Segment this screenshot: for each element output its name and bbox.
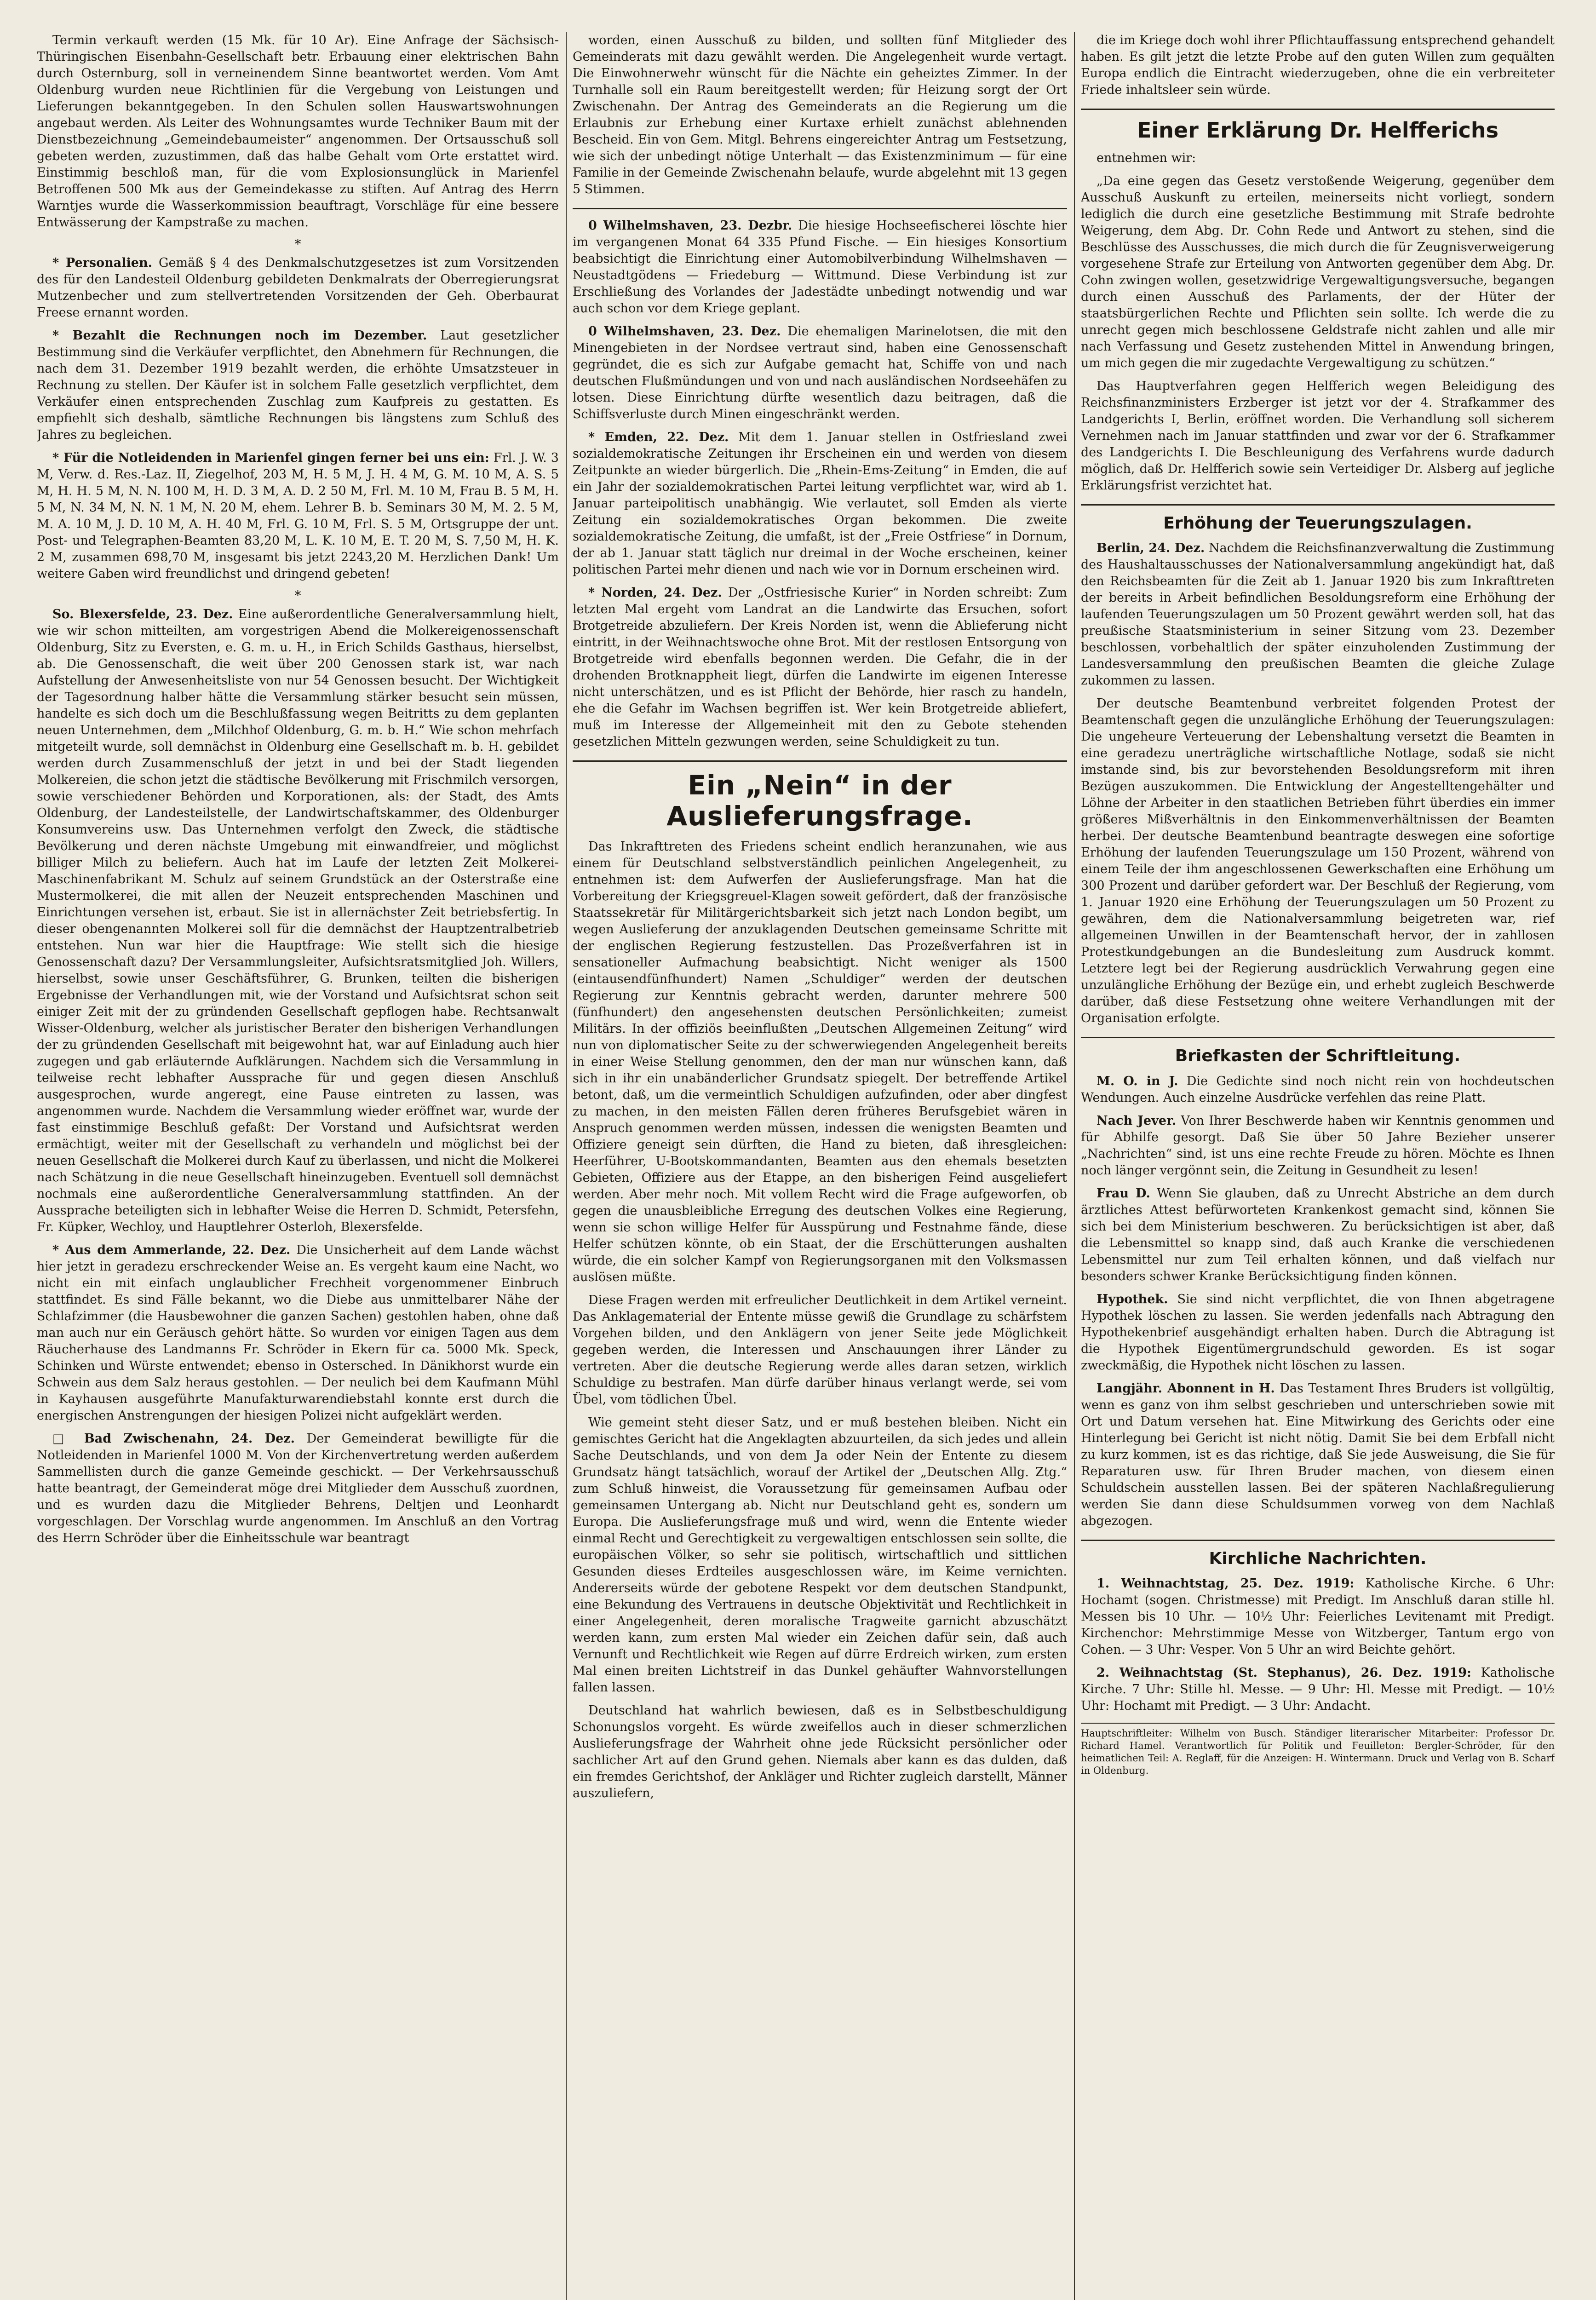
article-briefkasten [1081,1073,1555,1530]
section-divider [1081,504,1555,506]
paragraph-lead: * Emden, 22. Dez. [588,430,729,444]
headline-auslieferungsfrage: Ein „Nein“ in der Auslieferungsfrage. [666,770,973,832]
column-3-top [1081,32,1555,98]
news-paragraph [1081,1073,1555,1106]
section-divider [1081,1540,1555,1541]
news-paragraph [37,606,559,1236]
news-paragraph [573,1702,1067,1802]
column-1 [37,32,559,2300]
paragraph-text: Laut gesetzlicher Bestimmung sind die Verkäufer verpflichtet, den Abnehmern für Rechnungen, die nach dem 31. Dezember 1919 bezahlt werden, die erhöhte Umsatzsteuer in Rechnung zu stellen. Der Käufer ist in solchem Falle gesetzlich verpflichtet, dem Verkäufer einen entsprechenden Zuschlag zum Kaufpreis zu gestatten. Es empfiehlt sich deshalb, sämtliche Rechnungen bis längstens zum Schluß des Jahres zu begleichen. [37,328,559,442]
paragraph-lead: Berlin, 24. Dez. [1097,541,1205,556]
paragraph-text: Wie gemeint steht dieser Satz, und er muß bestehen bleiben. Nicht ein gemischtes Gericht hat die Angeklagten abzuurteilen, da sich jedes und allein Sache Deutschlands, und von dem Ja oder Nein der Entente zu diesem Grundsatz hängt tatsächlich, worauf der Artikel der „Deutschen Allg. Ztg.“ zum Schluß hinweist, die Voraussetzung für gemeinsamen Aufbau oder gemeinsamen Untergang ab. Nicht nur Deutschland geht es, sondern um Europa. Die Auslieferungsfrage muß und wird, wenn die Entente wieder einmal Recht und Gerechtigkeit zu vergewaltigen entschlossen sein sollte, die europäischen Völker, so sehr sie politisch, wirtschaftlich und sittlichen Gesunden dieses Erdteiles ausgeschlossen wäre, im Keime vernichten. Andererseits würde der gebotene Respekt vor dem deutschen Standpunkt, eine Bekundung des Vertrauens in deutsche Objektivität und Rechtlichkeit in einer Angelegenheit, deren moralische Tragweite garnicht abzuschätzt werden kann, zum ersten Mal wieder ein Zeichen dafür sein, daß auch Vernunft und Rechtlichkeit wie Regen auf dürre Erdreich wirken, zum ersten Mal einen breiten Lichtstreif in das Dunkel gehäufter Wahnvorstellungen fallen lassen. [573,1415,1067,1695]
paragraph-text: Sie sind nicht verpflichtet, die von Ihnen abgetragene Hypothek löschen zu lassen. Sie werden jedenfalls nach Abtragung den Hypothekenbrief ausgehändigt erhalten haben. Durch die Abtragung ist die Hypothek Eigentümergrundschuld geworden. Es ist sogar zweckmäßig, die Hypothek nicht löschen zu lassen. [1081,1292,1555,1373]
news-paragraph [573,429,1067,578]
article-teuerungszulagen [1081,540,1555,1027]
news-paragraph [573,218,1067,317]
paragraph-lead: Frau D. [1097,1186,1150,1201]
paragraph-text: Mit dem 1. Januar stellen in Ostfriesland zwei sozialdemokratische Zeitungen ihr Erscheinen ein und werden von diesem Zeitpunkte an wieder bürgerlich. Die „Rhein-Ems-Zeitung“ in Emden, die auf ein Jahr der sozialdemokratischen Partei leitung verpflichtet war, wird ab 1. Januar parteipolitisch unabhängig. Wie verlautet, soll Emden als vierte Zeitung ein sozialdemokratisches Organ bekommen. Die zweite sozialdemokratische Zeitung, die umfaßt, ist der „Freie Ostfriese“ in Dornum, der ab 1. Januar statt täglich nur dreimal in der Woche erscheinen, keiner politischen Partei mehr dienen und nach wie vor in Dornum erscheinen wird. [573,430,1067,577]
headline-teuerungszulagen: Erhöhung der Teuerungszulagen. [1163,513,1472,533]
article-helfferich [1081,150,1555,494]
headline-helfferich: Einer Erklärung Dr. Helfferichs [1137,118,1499,143]
news-paragraph [1081,540,1555,689]
paragraph-text: Gemäß § 4 des Denkmalschutzgesetzes ist zum Vorsitzenden des für den Landesteil Oldenburg gebildeten Denkmalrats der Oberregierungsrat Mutzenbecher und zum stellvertretenden Vorsitzenden der Geh. Oberbaurat Freese ernannt worden. [37,256,559,320]
news-paragraph [573,1414,1067,1696]
paragraph-lead: Hypothek. [1097,1292,1168,1306]
news-paragraph [573,323,1067,423]
paragraph-lead: Langjähr. Abonnent in H. [1097,1381,1275,1396]
news-paragraph [573,585,1067,750]
paragraph-text: Diese Fragen werden mit erfreulicher Deutlichkeit in dem Artikel verneint. Das Anklagematerial der Entente müsse gewiß die Grundlage zu schärfstem Vorgehen bilden, und den Anklägern von jener Seite jede Möglichkeit gegeben werden, die Interessen und Anschauungen ihrer Länder zu vertreten. Aber die deutsche Regierung werde alles daran setzen, wirklich Schuldige zu bestrafen. Man dürfe darüber hinaus verlangt werde, sei vom Übel, vom tödlichen Übel. [573,1293,1067,1407]
imprint [1081,1723,1555,1777]
news-paragraph [1081,1576,1555,1658]
paragraph-text: entnehmen wir: [1097,150,1196,165]
imprint-text: Hauptschriftleiter: Wilhelm von Busch. Ständiger literarischer Mitarbeiter: Professor Dr. Richard Hamel. Verantwortlich für Politik und Feuilleton: Bergler-Schröder, für den heimatlichen Teil: A. Reglaff, für die Anzeigen: H. Wintermann. Druck und Verlag von B. Scharf in Oldenburg. [1081,1728,1555,1777]
column-rule-1 [566,32,567,2300]
paragraph-text: „Da eine gegen das Gesetz verstoßende Weigerung, gegenüber dem Ausschuß Auskunft zu erteilen, meinerseits nicht vorliegt, sondern lediglich die durch eine gesetzliche Bestimmung mit Strafe bedrohte Weigerung, dem Abg. Dr. Cohn Rede und Antwort zu stehen, sind die Beschlüsse des Ausschusses, die mich durch die für Zeugnisverweigerung vorgesehene Strafe zur Erteilung von Antworten gegenüber dem Abg. Dr. Cohn zwingen wollen, gesetzwidrige Vergewaltigungsversuche, begangen durch einen Ausschuß des Parlaments, der der Hüter der staatsbürgerlichen Rechte und Pflichten sein sollte. Ich werde die zu unrecht gegen mich beschlossene Geldstrafe nicht zahlen und alle mir nach Verfassung und Gesetz zustehenden Mittel in Anwendung bringen, um mich gegen die mir zugedachte Vergewaltigung zu schützen.“ [1081,173,1555,370]
news-paragraph [1081,32,1555,98]
news-paragraph [37,1431,559,1547]
paragraph-lead: 0 Wilhelmshaven, 23. Dezbr. [588,218,792,233]
news-paragraph [1081,696,1555,1027]
news-paragraph [1081,1291,1555,1374]
paragraph-text: Nachdem die Reichsfinanzverwaltung die Zustimmung des Haushaltausschusses der Nationalversammlung angekündigt hat, daß den Reichsbeamten für die Zeit ab 1. Januar 1920 bis zum Inkrafttreten der bereits in Arbeit befindlichen Besoldungsreform eine Erhöhung der laufenden Teuerungszulagen um 50 Prozent gewährt werden soll, hat das preußische Staatsministerium in seiner Sitzung vom 23. Dezember beschlossen, vorbehaltlich der später einzuholenden Zustimmung der Landesversammlung den preußischen Beamten die gleiche Zulage zukommen zu lassen. [1081,541,1555,688]
paragraph-lead: * Bezahlt die Rechnungen noch im Dezember. [52,328,427,343]
paragraph-text: Das Inkrafttreten des Friedens scheint endlich heranzunahen, wie aus einem für Deutschland selbstverständlich peinlichen Angelegenheit, zu entnehmen ist: dem Aufwerfen der Auslieferungsfrage. Man hat die Vorbereitung der Kriegsgreuel-Klagen soweit gefördert, daß der französische Staatssekretär für Militärgerichtsbarkeit sich jetzt nach London begibt, um wegen Auslieferung der anzuklagenden Deutschen gemeinsame Schritte mit der englischen Regierung festzustellen. Das Prozeßverfahren ist in sensationeller Aufmachung beabsichtigt. Nicht weniger als 1500 (eintausendfünfhundert) Namen „Schuldiger“ werden der deutschen Regierung zur Kenntnis gebracht werden, darunter mehrere 500 (fünfhundert) den angesehensten deutschen Persönlichkeiten; zumeist Militärs. In der offiziös beeinflußten „Deutschen Allgemeinen Zeitung“ wird nun von diplomatischer Seite zu der schwerwiegenden Angelegenheit bereits in einer Weise Stellung genommen, den der man nur wünschen kann, daß sich in ihr ein unabänderlicher Grundsatz spiegelt. Der betreffende Artikel betont, daß, um die vermeintlich Schuldigen aufzufinden, oder aber dingfest zu machen, in den meisten Fällen deren früheres Berufsgebiet wären in Anspruch genommen werden müssen, indessen die wenigsten Beamten und Offiziere geneigt sein dürften, die Hand zu bieten, daß ihresgleichen: Heerführer, U-Bootskommandanten, Beamten aus den ehemals besetzten Gebieten, Offiziere aus der Etappe, an den bisherigen Feind ausgeliefert werden. Aber mehr noch. Mit vollem Recht wird die Frage aufgeworfen, ob gegen die unausbleibliche Erregung des deutschen Volkes eine Regierung, wenn sie schon willige Helfer für Ausspürung und Festnahme fände, diese Helfer schützen könnte, ob ein Staat, der die Erschütterungen aushalten würde, die ein solcher Kampf von Regierungsorganen mit den Volksmassen auslösen müßte. [573,840,1067,1285]
asterism-separator: * [294,588,301,603]
column-3 [1081,32,1555,2300]
paragraph-lead: * Personalien. [52,256,152,270]
paragraph-text: Die Unsicherheit auf dem Lande wächst hier jetzt in geradezu erschreckender Weise an. Es vergeht kaum eine Nacht, wo nicht ein mit einfach unglaublicher Frechheit vorgenommener Einbruch stattfindet. Es sind Fälle bekannt, wo die Diebe aus unmittelbarer Nähe der Schlafzimmer (die Hausbewohner die ganzen Sachen) gestohlen haben, ohne daß man auch nur ein Geräusch gehört hätte. So wurden vor einigen Tagen aus dem Räucherhause des Landmanns Fr. Schröder in Ekern für ca. 5000 Mk. Speck, Schinken und Würste entwendet; ebenso in Ostersched. In Dänikhorst wurde ein Schwein aus dem Salz heraus gestohlen. — Der neulich bei dem Kaufmann Mühl in Kayhausen ausgeführte Manufakturwarendiebstahl konnte erst durch die energischen Anstrengungen der hiesigen Polizei nicht aufgeklärt werden. [37,1243,559,1423]
paragraph-lead: 0 Wilhelmshaven, 23. Dez. [588,324,781,339]
paragraph-text: worden, einen Ausschuß zu bilden, und sollten fünf Mitglieder des Gemeinderats mit dazu gewählt werden. Die Angelegenheit wurde vertagt. Die Einwohnerwehr wünscht für die Nächte ein geheiztes Zimmer. In der Turnhalle soll ein Raum bereitgestellt werden; für Heizung sorgt der Ort Zwischenahn. Der Antrag des Gemeinderats an die Regierung um die Erlaubnis zur Erhebung einer Kurtaxe erhielt zunächst ablehnenden Bescheid. Ein von Gem. Mitgl. Behrens eingereichter Antrag um Festsetzung, wie sich der unbedingt nötige Unterhalt — das Existenzminimum — für eine Familie in der Gemeinde Zwischenahn belaufe, wurde abgelehnt mit 13 gegen 5 Stimmen. [573,33,1067,196]
paragraph-lead: □ Bad Zwischenahn, 24. Dez. [52,1432,295,1446]
news-paragraph [1081,1665,1555,1714]
section-divider [573,760,1067,762]
columns [37,32,1559,2300]
paragraph-text: Die Gedichte sind noch nicht rein von hochdeutschen Wendungen. Auch einzelne Ausdrücke verfehlen das reine Platt. [1081,1074,1555,1105]
paragraph-lead: So. Blexersfelde, 23. Dez. [52,607,233,621]
paragraph-text: Der Gemeinderat bewilligte für die Notleidenden in Marienfel 1000 M. Von der Kirchenvertretung werden außerdem Sammellisten durch die ganze Gemeinde geschickt. — Der Verkehrsausschuß hatte beantragt, der Gemeinderat möge drei Mitglieder dem Ausschuß zuordnen, und es wurden dazu die Mitglieder Behrens, Deltjen und Leonhardt vorgeschlagen. Der Vorschlag wurde angenommen. Im Anschluß an den Vortrag des Herrn Schröder über die Einheitsschule war beantragt [37,1432,559,1545]
news-paragraph [573,32,1067,198]
paragraph-text: die im Kriege doch wohl ihrer Pflichtauffassung entsprechend gehandelt haben. Es gilt jetzt die letzte Probe auf den guten Willen zum gequälten Europa endlich die Eintracht wiederzugeben, ohne die ein verbreiteter Friede inhaltsleer sein würde. [1081,33,1555,97]
asterism-separator: * [294,236,301,252]
headline-kirchliche-nachrichten: Kirchliche Nachrichten. [1209,1549,1427,1568]
paragraph-text: Von Ihrer Beschwerde haben wir Kenntnis genommen und für Abhilfe gesorgt. Daß Sie über 50 Jahre Bezieher unserer „Nachrichten“ sind, ist uns eine rechte Freude zu hören. Möchte es Ihnen noch länger vergönnt sein, die Zeitung in Gesundheit zu lesen! [1081,1113,1555,1178]
article-kirchliche-nachrichten [1081,1576,1555,1714]
news-paragraph [37,255,559,321]
paragraph-text: Frl. J. W. 3 M, Verw. d. Res.-Laz. II, Ziegelhof, 203 M, H. 5 M, J. H. 4 M, G. M. 10 M, A. S. 5 M, H. H. 5 M, N. N. 100 M, H. D. 3 M, A. D. 2 50 M, Frl. M. 10 M, Frau B. 5 M, H. 5 M, N. 34 M, N. N. 1 M, N. 20 M, ehem. Lehrer B. b. Seminars 30 M, M. 2. 5 M, M. A. 10 M, J. D. 10 M, A. H. 40 M, Frl. G. 10 M, Frl. S. 5 M, Ortsgruppe der unt. Post- und Telegraphen-Beamten 83,20 M, L. K. 10 M, E. T. 20 M, S. 7,50 M, H. K. 2 M, zusammen 698,70 M, insgesamt bis jetzt 2243,20 M. Herzlichen Dank! Um weitere Gaben wird freundlichst und dringend gebeten! [37,451,559,581]
paragraph-text: Deutschland hat wahrlich bewiesen, daß es in Selbstbeschuldigung Schonungslos vorgeht. Es würde zweifellos auch in dieser schmerzlichen Auslieferungsfrage der Wahrheit ohne jede Rücksicht persönlicher oder sachlicher Art auf den Grund gehen. Niemals aber kann es das dulden, daß ein fremdes Gerichtshof, der Ankläger und Richter zugleich darstellt, Männer auszuliefern, [573,1703,1067,1801]
news-paragraph [573,1292,1067,1408]
paragraph-text: Eine außerordentliche Generalversammlung hielt, wie wir schon mitteilten, am vorgestrigen Abend die Molkereigenossenschaft Oldenburg, Sitz zu Eversten, e. G. m. u. H., in Erich Schilds Gasthaus, hierselbst, ab. Die Genossenschaft, die weit über 200 Genossen stark ist, war nach Aufstellung der Anwesenheitsliste von nur 54 Genossen besucht. Der Wichtigkeit der Tagesordnung halber hätte die Versammlung stärker besucht sein müssen, handelte es sich doch um die Beschlußfassung wegen Beitritts zu dem geplanten neuen Unternehmen, dem „Milchhof Oldenburg, G. m. b. H.“ Wie schon mehrfach mitgeteilt wurde, soll demnächst in Oldenburg eine Gesellschaft m. b. H. gebildet werden durch Zusammenschluß der jetzt in und bei der Stadt liegenden Molkereien, die schon jetzt die städtische Bevölkerung mit Frischmilch versorgen, sowie verschiedener Behörden und Korporationen, als: der Stadt, des Amts Oldenburg, der Landesteilstelle, der Landwirtschaftskammer, des Oldenburger Konsumvereins usw. Das Unternehmen verfolgt den Zweck, die städtische Bevölkerung und deren nächste Umgebung mit einwandfreier, und möglichst billiger Milch zu beliefern. Auch hat im Laufe der letzten Zeit Molkerei-Maschinenfabrikant M. Schulz auf seinem Grundstück an der Osterstraße eine Mustermolkerei, die mit allen der Neuzeit entsprechenden Maschinen und Einrichtungen versehen ist, erbaut. Sie ist in allernächster Zeit betriebsfertig. In dieser obengenannten Molkerei soll für die demnächst der Hauptzentralbetrieb entstehen. Nun war hier die Hauptfrage: Wie stellt sich die hiesige Genossenschaft dazu? Der Versammlungsleiter, Aufsichtsratsmitglied Joh. Willers, hierselbst, sowie unser Geschäftsführer, G. Brunken, teilten die bisherigen Ergebnisse der Verhandlungen mit, wie der Vorstand und Aufsichtsrat schon seit einiger Zeit mit der zu gründenden Gesellschaft gepflogen habe. Rechtsanwalt Wisser-Oldenburg, welcher als juristischer Berater den bisherigen Verhandlungen der zu gründenden Gesellschaft mit beigewohnt hat, war auf Einladung auch hier zugegen und gab erläuternde Aufklärungen. Nachdem sich die Versammlung in teilweise recht lebhafter Aussprache für und gegen diesen Anschluß ausgesprochen, wurde angeregt, eine Pause eintreten zu lassen, was angenommen wurde. Nachdem die Versammlung wieder eröffnet war, wurde der fast einstimmige Beschluß gefaßt: Der Vorstand und Aufsichtsrat werden ermächtigt, weiter mit der Gesellschaft zu verhandeln und möglichst bei der neuen Gesellschaft die Molkerei durch Kauf zu überlassen, und nicht die Molkerei nach Schätzung in die neue Gesellschaft hineinzugeben. Eventuell soll demnächst nochmals eine außerordentliche Generalversammlung stattfinden. An der Aussprache beteiligten sich in lebhafter Weise die Herren D. Schmidt, Petersfehn, Fr. Küpker, Wechloy, und Hauptlehrer Osterloh, Blexersfelde. [37,607,559,1234]
paragraph-lead: 1. Weihnachtstag, 25. Dez. 1919: [1097,1576,1355,1591]
news-paragraph [1081,1185,1555,1285]
paragraph-lead: 2. Weihnachtstag (St. Stephanus), 26. Dez. 1919: [1097,1666,1471,1680]
column-2 [573,32,1067,2300]
section-divider [1081,109,1555,110]
paragraph-text: Das Testament Ihres Bruders ist vollgültig, wenn es ganz von ihm selbst geschrieben und unterschrieben sowie mit Ort und Datum versehen hat. Eine Mitwirkung des Gerichts oder eine Hinterlegung bei Gericht ist nicht nötig. Damit Sie bei dem Erbfall nicht zu kurz kommen, ist es das richtige, daß Sie jede Ausweisung, die Sie für Reparaturen usw. für Ihren Bruder machen, von diesem einen Schuldschein ausstellen lassen. Bei der späteren Nachlaßregulierung werden Sie dann diese Schuldsummen vorweg von dem Nachlaß abgezogen. [1081,1381,1555,1528]
paragraph-text: Der „Ostfriesische Kurier“ in Norden schreibt: Zum letzten Mal ergeht vom Landrat an die Landwirte das Ersuchen, sofort Brotgetreide abzuliefern. Der Kreis Norden ist, wenn die Ablieferung nicht eintritt, in der Weihnachtswoche ohne Brot. Mit der restlosen Entsorgung von Brotgetreide wird ebenfalls begonnen werden. Die Gefahr, die in der drohenden Brotknappheit liegt, dürfen die Landwirte im eigenen Interesse nicht unterschätzen, und es ist Pflicht der Behörde, hier rasch zu handeln, ehe die Gefahr im Wachsen begriffen ist. Wer kein Brotgetreide abliefert, muß im Interesse der Allgemeinheit mit den zu Gebote stehenden gesetzlichen Mitteln gezwungen werden, seine Schuldigkeit zu tun. [573,586,1067,749]
news-paragraph [37,450,559,582]
paragraph-text: Katholische Kirche. 7 Uhr: Stille hl. Messe. — 9 Uhr: Hl. Messe mit Predigt. — 10½ Uhr: Hochamt mit Predigt. — 3 Uhr: Andacht. [1081,1666,1555,1714]
news-paragraph [1081,378,1555,494]
paragraph-lead: Nach Jever. [1097,1113,1177,1128]
news-paragraph [1081,173,1555,372]
article-auslieferungsfrage [573,839,1067,1802]
paragraph-text: Wenn Sie glauben, daß zu Unrecht Abstriche an dem durch ärztliches Attest befürworteten Krankenkost gemacht sind, können Sie sich bei dem Ministerium beschweren. Zu berücksichtigen ist aber, daß die Lebensmittel so knapp sind, daß auch Kranke die verschiedenen Lebensmittel nur zum Teil erhalten können, und daß vielfach nur besonders schwer Kranke Berücksichtigung finden können. [1081,1186,1555,1283]
news-paragraph [573,839,1067,1286]
paragraph-text: Die hiesige Hochseefischerei löschte hier im vergangenen Monat 64 335 Pfund Fische. — Ein hiesiges Konsortium beabsichtigt die Einrichtung einer Automobilverbindung Wilhelmshaven — Neustadtgödens — Friedeburg — Wittmund. Diese Verbindung ist zur Erschließung des Vorlandes der Jadestädte unbedingt notwendig und war auch schon vor dem Kriege geplant. [573,218,1067,316]
paragraph-text: Katholische Kirche. 6 Uhr: Hochamt (sogen. Christmesse) mit Predigt. Im Anschluß daran stille hl. Messen bis 10 Uhr. — 10½ Uhr: Feierliches Levitenamt mit Predigt. Kirchenchor: Mehrstimmige Messe von Witzberger, Tantum ergo von Cohen. — 3 Uhr: Vesper. Von 5 Uhr an wird Beichte gehört. [1081,1576,1555,1657]
paragraph-text: Die ehemaligen Marinelotsen, die mit den Minengebieten in der Nordsee vertraut sind, haben eine Genossenschaft gegründet, die es sich zur Aufgabe gemacht hat, Schiffe von und nach deutschen Flußmündungen und von und nach ausländischen Nordseehäfen zu lotsen. Diese Einrichtung dürfte wesentlich dazu beitragen, daß die Schiffsverluste durch Minen eingeschränkt werden. [573,324,1067,421]
paragraph-lead: M. O. in J. [1097,1074,1178,1088]
news-paragraph [37,1242,559,1424]
paragraph-lead: * Norden, 24. Dez. [588,586,722,600]
section-divider [1081,1037,1555,1038]
news-paragraph [1081,1113,1555,1179]
section-divider [573,208,1067,209]
column-rule-2 [1074,32,1075,2300]
headline-briefkasten: Briefkasten der Schriftleitung. [1175,1046,1461,1066]
news-paragraph [37,328,559,443]
paragraph-text: Das Hauptverfahren gegen Helfferich wegen Beleidigung des Reichsfinanzministers Erzberger ist jetzt vor der 4. Strafkammer des Landgerichts I, Berlin, eröffnet worden. Die Verhandlung soll sicherem Vernehmen nach im Januar stattfinden und zwar vor der 6. Strafkammer des Landgerichts I. Die Beschleunigung des Verfahrens wurde dadurch möglich, daß Dr. Helfferich sowie sein Verteidiger Dr. Alsberg auf jegliche Erklärungsfrist verzichtet hat. [1081,379,1555,493]
news-paragraph [1081,1380,1555,1530]
paragraph-text: Termin verkauft werden (15 Mk. für 10 Ar). Eine Anfrage der Sächsisch-Thüringischen Eisenbahn-Gesellschaft betr. Erbauung einer elektrischen Bahn durch Osternburg, soll in verneinendem Sinne beantwortet werden. Vom Amt Oldenburg wurden neue Richtlinien für die Vergebung von Leistungen und Lieferungen bekanntgegeben. In den Schulen sollen Hauswartswohnungen angebaut werden. Als Leiter des Wohnungsamtes wurde Techniker Baum mit der Dienstbezeichnung „Gemeindebaumeister“ angenommen. Der Ortsausschuß soll gebeten werden, zuzustimmen, daß das halbe Gehalt vom Orte erstattet wird. Einstimmig beschloß man, für die vom Explosionsunglück in Marienfel Betroffenen 500 Mk aus der Gemeindekasse zu stiften. Auf Antrag des Herrn Warntjes wurde die Wasserkommission beauftragt, Vorschläge für eine bessere Entwässerung der Kampstraße zu machen. [37,33,559,230]
column-2-top [573,32,1067,750]
paragraph-lead: * Für die Notleidenden in Marienfel gingen ferner bei uns ein: [52,451,489,465]
paragraph-text: Der deutsche Beamtenbund verbreitet folgenden Protest der Beamtenschaft gegen die unzulängliche Erhöhung der Teuerungszulagen: Die ungeheure Verteuerung der Lebenshaltung versetzt die Beamten in eine geradezu unerträgliche wirtschaftliche Notlage, sodaß sie nicht imstande sind, bis zur bevorstehenden Besoldungsreform mit ihren Bezügen auszukommen. Die Entwicklung der Angestelltengehälter und Löhne der Arbeiter in den staatlichen Betrieben führt überdies ein immer größeres Mißverhältnis in den Einkommenverhältnissen der Beamten herbei. Der deutsche Beamtenbund beantragte deswegen eine sofortige Erhöhung der laufenden Teuerungszulage um 150 Prozent, während von einem Teile der ihm angeschlossenen Gewerkschaften eine Erhöhung um 300 Prozent und darüber gefordert war. Der Beschluß der Regierung, vom 1. Januar 1920 eine Erhöhung der Teuerungszulagen um 50 Prozent zu gewähren, dem die Nationalversammlung beigetreten war, rief allgemeinen Unwillen in der Beamtenschaft hervor, der in zahllosen Protestkundgebungen an die Bundesleitung zum Ausdruck kommt. Letztere legt bei der Regierung ausdrücklich Verwahrung gegen eine unzulängliche Erhöhung der Bezüge ein, und erhebt zugleich Beschwerde darüber, daß diese Festsetzung ohne weitere Verhandlungen mit der Organisation erfolgte. [1081,696,1555,1026]
news-paragraph [1081,150,1555,167]
paragraph-lead: * Aus dem Ammerlande, 22. Dez. [52,1243,291,1257]
news-paragraph [37,32,559,231]
